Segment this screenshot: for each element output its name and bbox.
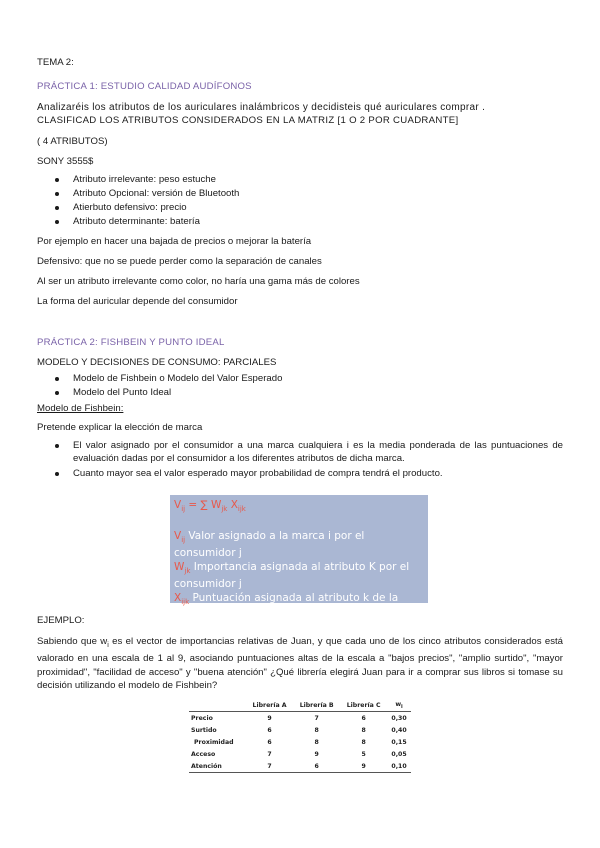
list-item: Cuanto mayor sea el valor esperado mayor probabilidad de compra tendrá el producto. xyxy=(37,467,563,481)
note-line: Por ejemplo en hacer una bajada de precios o mejorar la batería xyxy=(37,236,312,247)
note-line: Al ser un atributo irrelevante como color, no haría una gama más de colores xyxy=(37,276,360,287)
column-header: Librería C xyxy=(340,699,387,712)
attribute-count: ( 4 ATRIBUTOS) xyxy=(37,136,108,147)
column-header: $w_i$ xyxy=(387,699,411,712)
list-item: El valor asignado por el consumidor a una marca cualquiera i es la media ponderada de las puntuaciones de evaluación dadas por el consumidor a los diferentes atributos de dicha marca. xyxy=(37,439,563,465)
fishbein-intro: Pretende explicar la elección de marca xyxy=(37,422,203,433)
fishbein-formula-box xyxy=(170,495,428,622)
product-name: SONY 3555$ xyxy=(37,156,94,167)
formula-definition: $V_{ij}$ Valor asignado a la marca i por el consumidor j xyxy=(174,529,365,560)
table-row: Atención 7 6 9 0,10 xyxy=(189,760,411,773)
table-row: Proximidad 6 8 8 0,15 xyxy=(194,738,407,746)
ejemplo-text: Sabiendo que $w_i$ es el vector de importancias relativas de Juan, y que cada uno de los cinco atributos considerados está valorado en una escala de 1 al 9, asociando puntuaciones altas de la escala a "bajos precios", "amplio surtido", "mayor proximidad", "facilidad de acceso" y "buena atención" ¿Qué librería elegirá Juan para ir a comprar sus libros si tomase su decisión utilizando el modelo de Fishbein? xyxy=(37,636,563,692)
list-item: Atributo Opcional: versión de Bluetooth xyxy=(37,187,563,201)
practica2-subtitle: MODELO Y DECISIONES DE CONSUMO: PARCIALES xyxy=(37,357,277,368)
practica2-title: PRÁCTICA 2: FISHBEIN Y PUNTO IDEAL xyxy=(37,337,225,348)
table-row: Surtido 6 8 8 0,40 xyxy=(191,726,407,734)
attribute-list xyxy=(37,173,563,229)
table-header-row xyxy=(189,699,411,712)
ejemplo-title: EJEMPLO: xyxy=(37,615,85,626)
list-item: Atributo irrelevante: peso estuche xyxy=(37,173,563,187)
fishbein-heading: Modelo de Fishbein: xyxy=(37,403,124,414)
note-line: Defensivo: que no se puede perder como la separación de canales xyxy=(37,256,322,267)
note-line: La forma del auricular depende del consumidor xyxy=(37,296,238,307)
list-item: Atierbuto defensivo: precio xyxy=(37,201,563,215)
list-item: Modelo del Punto Ideal xyxy=(37,386,563,400)
model-list xyxy=(37,372,563,400)
formula-definition: $X_{ijk}$ Puntuación asignada al atributo k de la marca i por el consumidor j xyxy=(174,591,399,622)
list-item: Modelo de Fishbein o Modelo del Valor Esperado xyxy=(37,372,563,386)
column-header: Librería B xyxy=(293,699,340,712)
tema-heading: TEMA 2: xyxy=(37,57,74,68)
practica1-intro xyxy=(37,101,563,114)
libreria-table xyxy=(189,699,411,773)
practica1-title: PRÁCTICA 1: ESTUDIO CALIDAD AUDÍFONOS xyxy=(37,81,252,92)
fishbein-list xyxy=(37,439,563,481)
formula-equation: $V_{ij}$ = ∑ $W_{jk}$ $X_{ijk}$ xyxy=(174,499,246,514)
column-header: Librería A xyxy=(246,699,293,712)
table-row: Precio 9 7 6 0,30 xyxy=(191,714,407,722)
ejemplo-section xyxy=(37,614,563,693)
document-page xyxy=(37,56,563,481)
formula-definition: $W_{jk}$ Importancia asignada al atributo K por el consumidor j xyxy=(174,560,410,591)
list-item: Atributo determinante: batería xyxy=(37,215,563,229)
table-row: Acceso 7 9 5 0,05 xyxy=(191,750,407,758)
intro-line-1: Analizaréis los atributos de los auriculares inalámbricos y decidisteis qué auriculares comprar . xyxy=(37,102,486,113)
practica1-instruction: CLASIFICAD LOS ATRIBUTOS CONSIDERADOS EN LA MATRIZ [1 O 2 POR CUADRANTE] xyxy=(37,115,459,126)
